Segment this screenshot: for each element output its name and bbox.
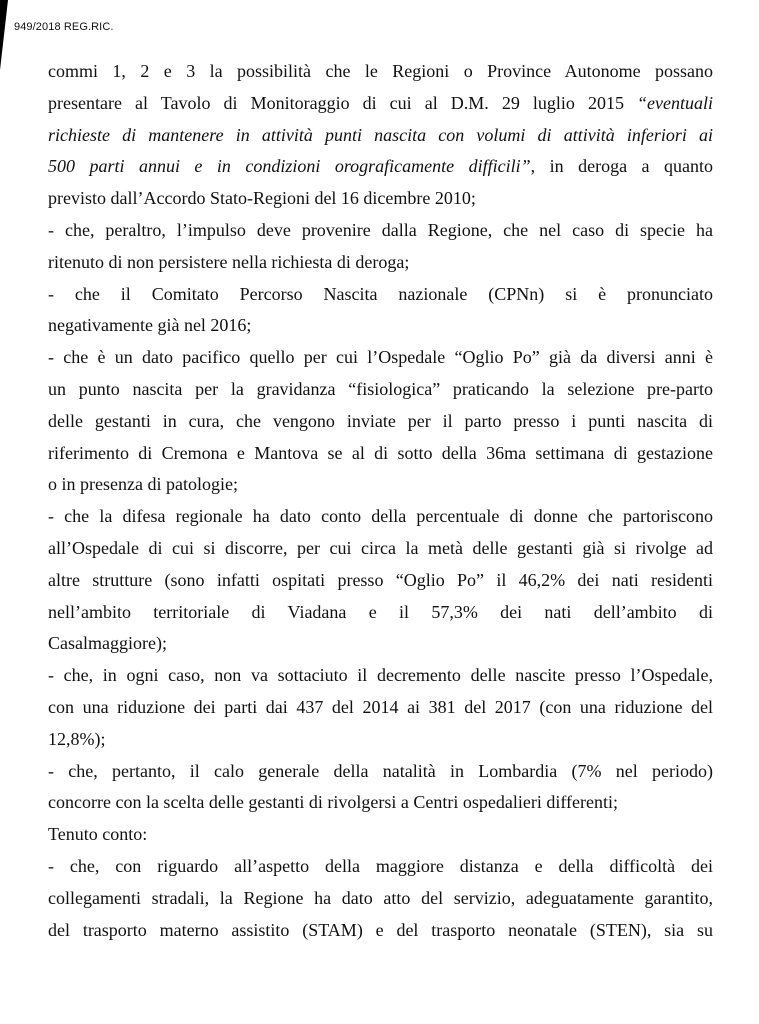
body-text: nell’ambito territoriale di Viadana e il 57,3% dei nati dell’ambito di bbox=[48, 601, 713, 622]
body-text: previsto dall’Accordo Stato-Regioni del 16 dicembre 2010; bbox=[48, 188, 476, 209]
body-text: collegamenti stradali, la Regione ha dato atto del servizio, adeguatamente garantito, bbox=[48, 887, 713, 908]
body-text: all’Ospedale di cui si discorre, per cui circa la metà delle gestanti già si rivolge ad bbox=[48, 537, 713, 558]
document-body bbox=[48, 56, 713, 946]
body-text: altre strutture (sono infatti ospitati presso “Oglio Po” il 46,2% dei nati residenti bbox=[48, 569, 713, 590]
body-text: negativamente già nel 2016; bbox=[48, 315, 252, 336]
body-text: delle gestanti in cura, che vengono inviate per il parto presso i punti nascita di bbox=[48, 410, 713, 431]
document-line bbox=[48, 628, 713, 660]
document-line bbox=[48, 120, 713, 152]
document-line bbox=[48, 501, 713, 533]
document-line bbox=[48, 597, 713, 629]
document-line bbox=[48, 469, 713, 501]
italic-quote-text: richieste di mantenere in attività punti nascita con volumi di attività inferiori ai bbox=[48, 124, 713, 145]
document-line bbox=[48, 56, 713, 88]
body-text: un punto nascita per la gravidanza “fisiologica” praticando la selezione pre-parto bbox=[48, 378, 713, 399]
body-text: riferimento di Cremona e Mantova se al di sotto della 36ma settimana di gestazione bbox=[48, 442, 713, 463]
document-line bbox=[48, 883, 713, 915]
body-text: - che è un dato pacifico quello per cui l’Ospedale “Oglio Po” già da diversi anni è bbox=[48, 347, 713, 368]
body-text: - che, peraltro, l’impulso deve provenire dalla Regione, che nel caso di specie ha bbox=[48, 219, 713, 240]
document-line bbox=[48, 724, 713, 756]
body-text: 12,8%); bbox=[48, 728, 106, 749]
document-line bbox=[48, 756, 713, 788]
document-line bbox=[48, 247, 713, 279]
body-text: del trasporto materno assistito (STAM) e del trasporto neonatale (STEN), sia su bbox=[48, 919, 713, 940]
body-text: - che, in ogni caso, non va sottaciuto il decremento delle nascite presso l’Ospedale, bbox=[48, 665, 713, 686]
body-text: con una riduzione dei parti dai 437 del 2014 ai 381 del 2017 (con una riduzione del bbox=[48, 696, 713, 717]
document-reference-header: 949/2018 REG.RIC. bbox=[14, 21, 114, 33]
document-line bbox=[48, 438, 713, 470]
document-line bbox=[48, 342, 713, 374]
document-line bbox=[48, 565, 713, 597]
body-text: commi 1, 2 e 3 la possibilità che le Regioni o Province Autonome possano bbox=[48, 61, 713, 81]
document-line bbox=[48, 374, 713, 406]
document-line bbox=[48, 915, 713, 947]
body-text: , in deroga a quanto bbox=[530, 156, 713, 177]
document-line bbox=[48, 88, 713, 120]
body-text: Tenuto conto: bbox=[48, 824, 148, 845]
body-text: Casalmaggiore); bbox=[48, 633, 167, 654]
scan-corner-mark bbox=[0, 0, 8, 70]
body-text: o in presenza di patologie; bbox=[48, 474, 238, 495]
document-line bbox=[48, 151, 713, 183]
document-line bbox=[48, 183, 713, 215]
body-text: ritenuto di non persistere nella richiesta di deroga; bbox=[48, 251, 410, 272]
italic-quote-text: 500 parti annui e in condizioni orograficamente difficili” bbox=[48, 156, 531, 177]
body-text: - che la difesa regionale ha dato conto della percentuale di donne che partoriscono bbox=[48, 506, 713, 527]
document-line bbox=[48, 787, 713, 819]
document-line bbox=[48, 692, 713, 724]
document-line bbox=[48, 406, 713, 438]
document-line bbox=[48, 819, 713, 851]
document-line bbox=[48, 215, 713, 247]
body-text: presentare al Tavolo di Monitoraggio di cui al D.M. 29 luglio 2015 bbox=[48, 92, 638, 113]
document-line bbox=[48, 310, 713, 342]
body-text: - che, con riguardo all’aspetto della maggiore distanza e della difficoltà dei bbox=[48, 855, 713, 876]
document-line bbox=[48, 279, 713, 311]
body-text: - che il Comitato Percorso Nascita nazionale (CPNn) si è pronunciato bbox=[48, 283, 713, 304]
body-text: concorre con la scelta delle gestanti di rivolgersi a Centri ospedalieri differenti; bbox=[48, 792, 618, 813]
document-line bbox=[48, 660, 713, 692]
document-line bbox=[48, 851, 713, 883]
document-line bbox=[48, 533, 713, 565]
italic-quote-text: “eventuali bbox=[637, 92, 713, 113]
body-text: - che, pertanto, il calo generale della natalità in Lombardia (7% nel periodo) bbox=[48, 760, 713, 781]
